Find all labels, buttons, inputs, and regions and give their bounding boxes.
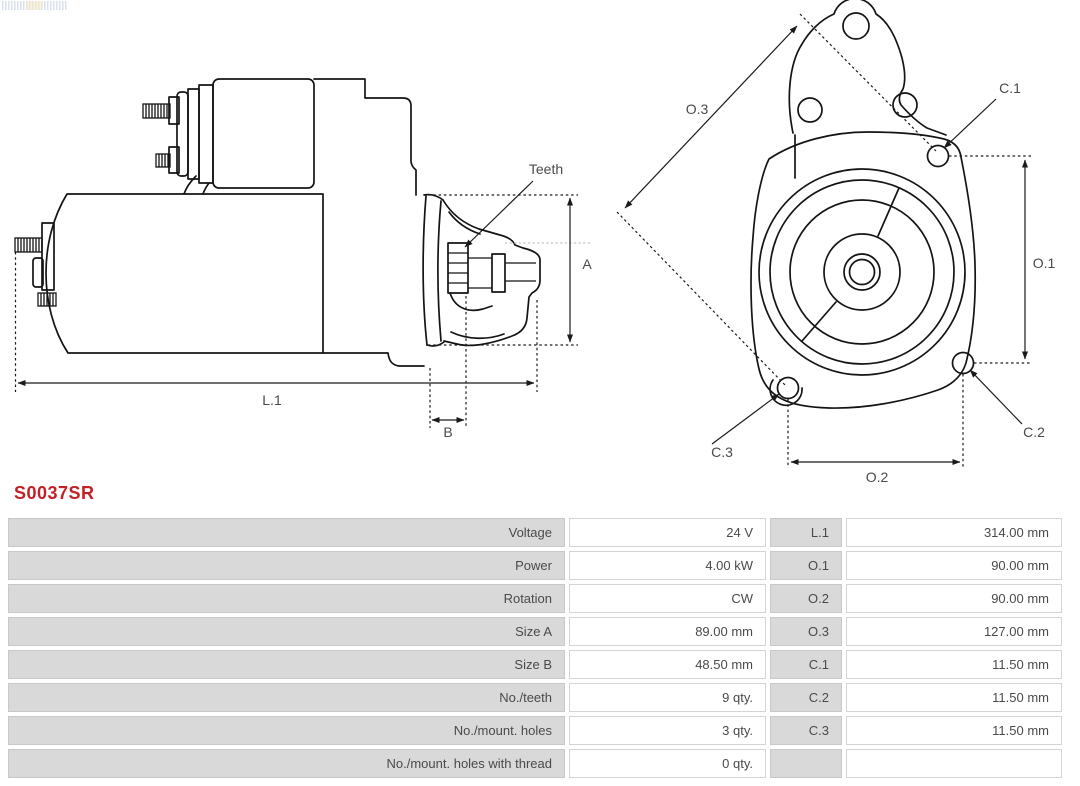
- dim-label-o1: O.1: [1032, 255, 1056, 271]
- spec-label-cell: No./mount. holes with thread: [8, 749, 565, 778]
- spec-value-cell: 89.00 mm: [569, 617, 766, 646]
- spec-dim-value-cell: 11.50 mm: [846, 650, 1062, 679]
- spec-dim-label-cell: C.2: [770, 683, 842, 712]
- dim-label-o2: O.2: [865, 469, 889, 485]
- dim-label-b: B: [443, 424, 453, 440]
- spec-label-cell: No./teeth: [8, 683, 565, 712]
- spec-label-cell: No./mount. holes: [8, 716, 565, 745]
- spec-label-cell: Rotation: [8, 584, 565, 613]
- dim-label-c1: C.1: [999, 80, 1021, 96]
- spec-value-cell: 4.00 kW: [569, 551, 766, 580]
- spec-value-cell: 0 qty.: [569, 749, 766, 778]
- spec-dim-label-cell: C.1: [770, 650, 842, 679]
- side-view-drawing: [15, 79, 592, 366]
- dim-label-a: A: [582, 256, 592, 272]
- spec-dim-label-cell: O.1: [770, 551, 842, 580]
- side-view-dimensions: [16, 161, 593, 440]
- spec-value-cell: 48.50 mm: [569, 650, 766, 679]
- spec-label-cell: Size A: [8, 617, 565, 646]
- spec-value-cell: 3 qty.: [569, 716, 766, 745]
- spec-value-cell: 24 V: [569, 518, 766, 547]
- dim-label-o3: O.3: [685, 101, 709, 117]
- spec-dim-label-cell: [770, 749, 842, 778]
- dim-label-c2: C.2: [1023, 424, 1045, 440]
- front-view-drawing: [751, 0, 975, 408]
- spec-dim-label-cell: O.2: [770, 584, 842, 613]
- front-view-dimensions: [617, 14, 1055, 485]
- spec-dim-label-cell: L.1: [770, 518, 842, 547]
- spec-dim-value-cell: 11.50 mm: [846, 716, 1062, 745]
- spec-label-cell: Size B: [8, 650, 565, 679]
- dim-label-c3: C.3: [711, 444, 733, 460]
- dim-label-teeth: Teeth: [528, 161, 564, 177]
- spec-table: [8, 518, 1062, 778]
- spec-label-cell: Voltage: [8, 518, 565, 547]
- spec-dim-value-cell: 314.00 mm: [846, 518, 1062, 547]
- part-number: S0037SR: [14, 483, 95, 503]
- spec-dim-value-cell: 90.00 mm: [846, 584, 1062, 613]
- spec-label-cell: Power: [8, 551, 565, 580]
- spec-dim-value-cell: [846, 749, 1062, 778]
- spec-value-cell: 9 qty.: [569, 683, 766, 712]
- spec-dim-label-cell: O.3: [770, 617, 842, 646]
- dim-label-l1: L.1: [262, 392, 282, 408]
- spec-value-cell: CW: [569, 584, 766, 613]
- spec-dim-value-cell: 11.50 mm: [846, 683, 1062, 712]
- spec-dim-value-cell: 127.00 mm: [846, 617, 1062, 646]
- spec-dim-value-cell: 90.00 mm: [846, 551, 1062, 580]
- spec-dim-label-cell: C.3: [770, 716, 842, 745]
